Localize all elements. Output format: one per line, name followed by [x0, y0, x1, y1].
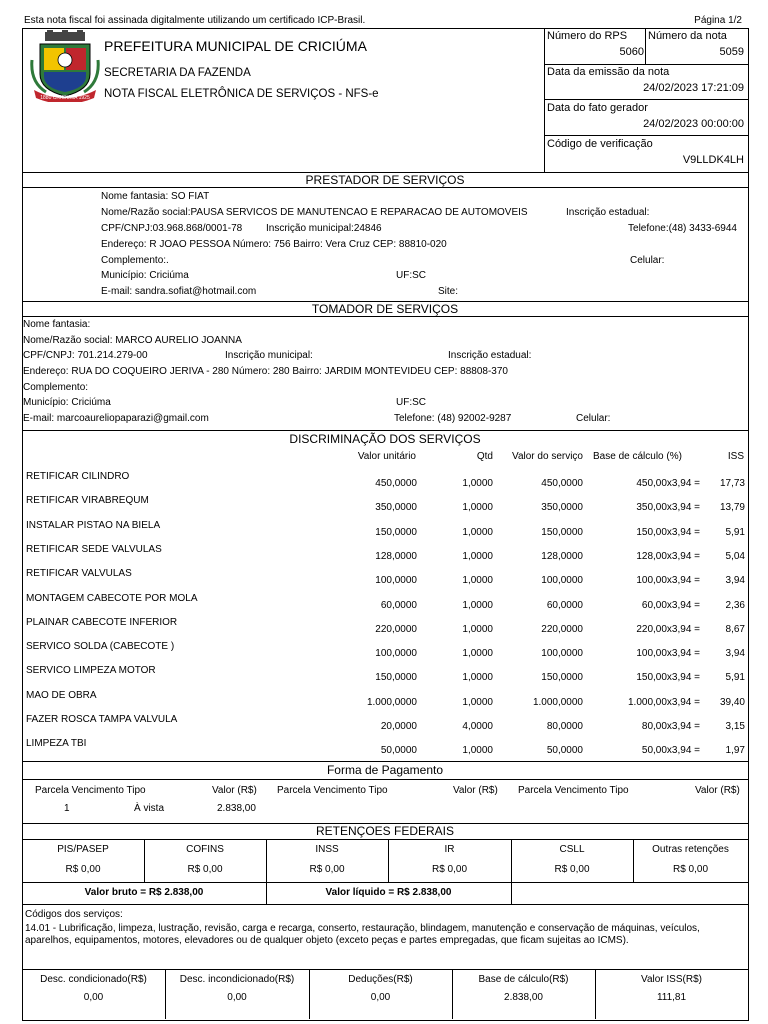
tomador-email: E-mail: marcoaureliopaparazi@gmail.com — [23, 413, 209, 424]
service-base: 220,00x3,94 = — [636, 623, 700, 635]
emissao-value: 24/02/2023 17:21:09 — [643, 82, 744, 94]
retencao-value: R$ 0,00 — [187, 864, 223, 875]
service-iss: 5,91 — [725, 672, 745, 684]
service-base: 80,00x3,94 = — [641, 721, 700, 732]
prestador-insc-estadual: Inscrição estadual: — [566, 207, 650, 218]
service-iss: 13,79 — [719, 502, 745, 514]
service-description: MAO DE OBRA — [26, 689, 97, 701]
service-iss: 3,94 — [725, 648, 745, 660]
fato-gerador-value: 24/02/2023 00:00:00 — [643, 118, 744, 130]
pagamento-valor: 2.838,00 — [217, 803, 256, 814]
retencao-label: Outras retenções — [652, 844, 729, 855]
valor-bruto: Valor bruto = R$ 2.838,00 — [84, 887, 204, 898]
total-label: Valor ISS(R$) — [641, 974, 702, 985]
service-unit-value: 128,0000 — [375, 550, 417, 562]
service-iss: 1,97 — [725, 745, 745, 757]
pagamento-section-title: Forma de Pagamento — [326, 763, 444, 777]
service-base: 450,00x3,94 = — [636, 478, 700, 489]
service-iss: 3,15 — [725, 721, 745, 732]
retencao-value: R$ 0,00 — [672, 864, 709, 875]
service-valor: 450,0000 — [541, 478, 583, 489]
retencao-value: R$ 0,00 — [65, 864, 101, 875]
total-value: 0,00 — [83, 992, 104, 1003]
digital-signature-note: Esta nota fiscal foi assinada digitalmente utilizando um certificado ICP-Brasil. — [24, 15, 366, 26]
total-label: Desc. incondicionado(R$) — [179, 974, 295, 985]
prefeitura-title: PREFEITURA MUNICIPAL DE CRICIÚMA — [104, 38, 367, 54]
retencao-divider — [144, 839, 145, 882]
service-description: PLAINAR CABECOTE INFERIOR — [26, 616, 178, 628]
tomador-celular: Celular: — [576, 413, 611, 424]
valor-liquido: Valor líquido = R$ 2.838,00 — [325, 887, 452, 898]
nfse-subtitle: NOTA FISCAL ELETRÔNICA DE SERVIÇOS - NFS-e — [104, 88, 379, 100]
pagamento-valor-label-1: Valor (R$) — [212, 785, 257, 796]
col-header-base: Base de cálculo (%) — [593, 451, 682, 462]
service-description: RETIFICAR VALVULAS — [26, 568, 132, 580]
service-base: 1.000,00x3,94 = — [627, 696, 700, 708]
codigos-text: 14.01 - Lubrificação, limpeza, lustração, revisão, carga e recarga, conserto, restauração, blindagem, manutenção e conservação de máquinas, veículos, aparelhos, equipamentos, motores, elevadores ou de qualquer objeto (exceto peças e partes empregadas, que ficam sujeitas ao ICMS). — [25, 923, 700, 946]
total-value: 2.838,00 — [504, 992, 543, 1003]
service-qtd: 1,0000 — [462, 696, 493, 708]
coat-of-arms-icon — [30, 30, 100, 102]
service-unit-value: 450,0000 — [375, 478, 417, 489]
retencao-value: R$ 0,00 — [431, 864, 468, 875]
total-label: Base de cálculo(R$) — [478, 974, 569, 985]
tomador-razao: Nome/Razão social: MARCO AURELIO JOANNA — [23, 335, 242, 346]
retencao-divider — [511, 839, 512, 882]
prestador-complemento: Complemento:. — [101, 255, 169, 266]
col-header-unit: Valor unitário — [357, 451, 416, 462]
prestador-email: E-mail: sandra.sofiat@hotmail.com — [101, 286, 257, 297]
service-qtd: 1,0000 — [462, 648, 493, 660]
pagamento-valor-label-3: Valor (R$) — [695, 785, 740, 796]
pagamento-parcela: 1 — [64, 803, 70, 814]
service-qtd: 1,0000 — [462, 745, 493, 757]
service-unit-value: 100,0000 — [375, 575, 417, 587]
pagamento-head-3: Parcela Vencimento Tipo — [518, 785, 629, 796]
service-valor: 100,0000 — [541, 648, 583, 660]
prestador-fantasia: Nome fantasia: SO FIAT — [101, 191, 210, 202]
rps-label: Número do RPS — [547, 30, 628, 42]
service-unit-value: 150,0000 — [375, 526, 417, 538]
service-valor: 1.000,0000 — [532, 696, 583, 708]
tomador-insc-municipal: Inscrição municipal: — [225, 350, 313, 361]
service-description: FAZER ROSCA TAMPA VALVULA — [26, 714, 178, 725]
tomador-complemento: Complemento: — [23, 382, 89, 393]
retencao-divider — [633, 839, 634, 882]
retencao-label: COFINS — [186, 844, 224, 855]
service-base: 60,00x3,94 = — [641, 599, 700, 611]
prestador-razao: Nome/Razão social:PAUSA SERVICOS DE MANUTENCAO E REPARACAO DE AUTOMOVEIS — [101, 207, 528, 218]
total-label: Desc. condicionado(R$) — [40, 974, 147, 985]
page-indicator: Página 1/2 — [694, 15, 742, 26]
tomador-endereco: Endereço: RUA DO COQUEIRO JERIVA - 280 Número: 280 Bairro: JARDIM MONTEVIDEU CEP: 88808-370 — [23, 366, 508, 377]
prestador-section-title: PRESTADOR DE SERVIÇOS — [305, 173, 465, 187]
total-label: Deduções(R$) — [348, 974, 413, 985]
service-valor: 350,0000 — [541, 502, 583, 514]
service-description: SERVICO SOLDA (CABECOTE ) — [26, 641, 175, 653]
total-value: 0,00 — [370, 992, 391, 1003]
tomador-telefone: Telefone: (48) 92002-9287 — [394, 413, 512, 424]
service-unit-value: 150,0000 — [375, 672, 417, 684]
service-iss: 17,73 — [719, 478, 745, 489]
secretaria-subtitle: SECRETARIA DA FAZENDA — [104, 67, 251, 79]
service-description: SERVICO LIMPEZA MOTOR — [26, 665, 156, 677]
pagamento-tipo: À vista — [134, 803, 165, 814]
nota-number: 5059 — [719, 46, 744, 58]
service-description: RETIFICAR VIRABREQUM — [26, 495, 149, 507]
prestador-celular: Celular: — [630, 255, 665, 266]
servicos-section-title: DISCRIMINAÇÃO DOS SERVIÇOS — [289, 432, 481, 446]
retencoes-section-title: RETENÇOES FEDERAIS — [315, 824, 455, 838]
nota-label: Número da nota — [648, 30, 727, 42]
total-divider — [595, 969, 596, 1019]
pagamento-head-1: Parcela Vencimento Tipo — [35, 785, 146, 796]
service-qtd: 1,0000 — [462, 526, 493, 538]
retencao-value: R$ 0,00 — [309, 864, 345, 875]
service-unit-value: 60,0000 — [380, 599, 417, 611]
total-divider — [452, 969, 453, 1019]
prestador-endereco: Endereço: R JOAO PESSOA Número: 756 Bairro: Vera Cruz CEP: 88810-020 — [101, 239, 447, 250]
service-qtd: 1,0000 — [462, 478, 493, 489]
total-divider — [309, 969, 310, 1019]
service-description: INSTALAR PISTAO NA BIELA — [26, 519, 161, 531]
total-value: 111,81 — [656, 992, 687, 1003]
service-description: RETIFICAR SEDE VALVULAS — [26, 543, 162, 555]
service-valor: 50,0000 — [546, 745, 583, 757]
prestador-insc-municipal: Inscrição municipal:24846 — [266, 223, 382, 234]
service-valor: 150,0000 — [541, 526, 583, 538]
tomador-fantasia: Nome fantasia: — [23, 319, 91, 330]
service-base: 150,00x3,94 = — [636, 672, 700, 684]
tomador-section-title: TOMADOR DE SERVIÇOS — [311, 302, 459, 316]
service-base: 150,00x3,94 = — [636, 526, 700, 538]
retencao-label: CSLL — [559, 844, 585, 855]
service-iss: 2,36 — [725, 599, 745, 611]
col-header-valor: Valor do serviço — [512, 451, 583, 462]
service-unit-value: 1.000,0000 — [366, 696, 417, 708]
service-valor: 100,0000 — [541, 575, 583, 587]
col-header-iss: ISS — [727, 451, 744, 462]
retencao-label: INSS — [315, 844, 339, 855]
coat-of-arms-ribbon-text: 1880 CRICIUMA 1925 — [40, 95, 90, 101]
codigo-verificacao-label: Código de verificação — [547, 138, 653, 150]
prestador-municipio: Município: Criciúma — [101, 270, 189, 281]
prestador-telefone: Telefone:(48) 3433-6944 — [628, 223, 737, 234]
service-base: 100,00x3,94 = — [636, 648, 700, 660]
service-qtd: 1,0000 — [462, 599, 493, 611]
service-iss: 5,91 — [725, 526, 745, 538]
service-unit-value: 350,0000 — [375, 502, 417, 514]
codigos-label: Códigos dos serviços: — [25, 909, 123, 920]
service-base: 128,00x3,94 = — [636, 550, 700, 562]
col-header-qtd: Qtd — [476, 451, 493, 462]
service-description: RETIFICAR CILINDRO — [26, 471, 130, 482]
service-qtd: 1,0000 — [462, 672, 493, 684]
service-base: 50,00x3,94 = — [641, 745, 700, 757]
fato-gerador-label: Data do fato gerador — [547, 102, 648, 114]
service-description: LIMPEZA TBI — [26, 738, 87, 750]
tomador-cpf: CPF/CNPJ: 701.214.279-00 — [23, 350, 148, 361]
total-divider — [165, 969, 166, 1019]
service-valor: 128,0000 — [541, 550, 583, 562]
service-unit-value: 20,0000 — [380, 721, 417, 732]
pagamento-valor-label-2: Valor (R$) — [453, 785, 498, 796]
service-iss: 5,04 — [725, 550, 745, 562]
service-base: 350,00x3,94 = — [636, 502, 700, 514]
service-unit-value: 100,0000 — [375, 648, 417, 660]
total-value: 0,00 — [227, 992, 247, 1003]
service-qtd: 1,0000 — [462, 575, 493, 587]
tomador-municipio: Município: Criciúma — [23, 397, 111, 408]
retencao-label: IR — [444, 844, 455, 855]
service-unit-value: 50,0000 — [380, 745, 417, 757]
tomador-insc-estadual: Inscrição estadual: — [448, 350, 532, 361]
service-valor: 80,0000 — [546, 721, 583, 732]
prestador-uf: UF:SC — [396, 270, 426, 281]
prestador-cpf: CPF/CNPJ:03.968.868/0001-78 — [101, 223, 243, 234]
retencao-label: PIS/PASEP — [57, 844, 109, 855]
tomador-uf: UF:SC — [396, 397, 426, 408]
service-unit-value: 220,0000 — [375, 623, 417, 635]
service-iss: 3,94 — [725, 575, 745, 587]
service-qtd: 1,0000 — [462, 502, 493, 514]
codigo-verificacao-value: V9LLDK4LH — [682, 154, 744, 166]
service-description: MONTAGEM CABECOTE POR MOLA — [26, 592, 198, 604]
rps-number: 5060 — [619, 46, 644, 58]
service-qtd: 4,0000 — [462, 721, 493, 732]
service-base: 100,00x3,94 = — [636, 575, 700, 587]
retencao-divider — [388, 839, 389, 882]
service-qtd: 1,0000 — [462, 623, 493, 635]
retencao-divider — [266, 839, 267, 882]
service-valor: 150,0000 — [541, 672, 583, 684]
service-valor: 220,0000 — [541, 623, 583, 635]
service-qtd: 1,0000 — [462, 550, 493, 562]
retencao-value: R$ 0,00 — [554, 864, 590, 875]
service-iss: 8,67 — [725, 623, 745, 635]
service-valor: 60,0000 — [546, 599, 583, 611]
emissao-label: Data da emissão da nota — [547, 66, 670, 78]
pagamento-head-2: Parcela Vencimento Tipo — [277, 785, 388, 796]
service-iss: 39,40 — [719, 696, 745, 708]
prestador-site: Site: — [438, 286, 459, 297]
